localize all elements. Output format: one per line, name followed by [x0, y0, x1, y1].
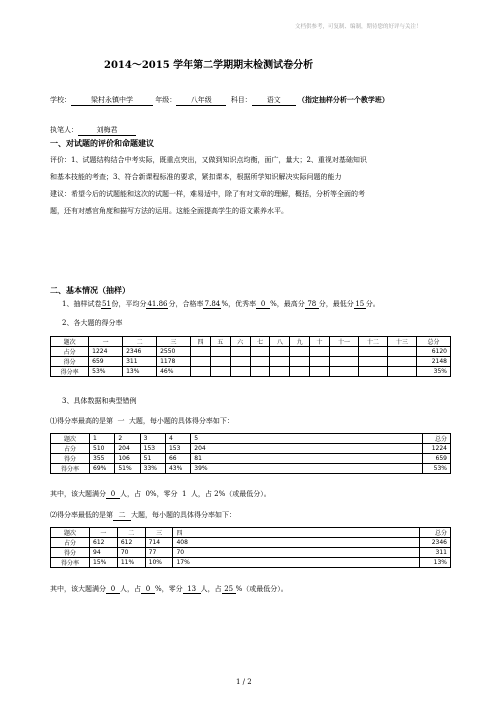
summary-text: 其中，该大题满分 — [50, 585, 106, 593]
table-cell — [290, 347, 310, 357]
table-cell: 714 — [145, 538, 173, 548]
table-cell — [250, 367, 270, 377]
table-cell: 311 — [123, 357, 157, 367]
table-cell: 311 — [420, 548, 451, 558]
table-cell — [329, 357, 358, 367]
table-cell: 得分率 — [51, 367, 89, 377]
table-cell: 1224 — [423, 444, 451, 454]
q2-number: 二 — [113, 510, 131, 521]
table-cell: 十二 — [358, 337, 387, 347]
suggestion-line-1: 建议：希望今后的试题能和这次的试题一样，难易适中，除了有对文章的理解，概括，分析等全面的考 — [50, 190, 365, 198]
table-cell: 二 — [123, 337, 157, 347]
table-cell: 一 — [90, 528, 118, 538]
table-cell: 13% — [123, 367, 157, 377]
table-cell: 70 — [117, 548, 145, 558]
author-line — [50, 125, 136, 136]
intro-text: ⑵得分率最低的是第 — [50, 511, 113, 519]
table-cell: 三 — [145, 528, 173, 538]
table-cell: 十一 — [329, 337, 358, 347]
table-cell: 题次 — [51, 337, 89, 347]
table-cell — [210, 367, 230, 377]
stat-text: 1、抽样试卷 — [62, 300, 102, 308]
overall-score-table — [50, 336, 451, 377]
table-cell: 153 — [165, 444, 190, 454]
q1-score-table — [50, 433, 451, 474]
table-cell: 七 — [250, 337, 270, 347]
q1-full-count: 0 — [106, 490, 120, 499]
table-cell: 占分 — [51, 347, 89, 357]
table-cell: 33% — [140, 464, 165, 474]
table-cell: 占分 — [51, 444, 90, 454]
table-cell: 510 — [90, 444, 115, 454]
author-value: 刘梅君 — [78, 125, 136, 136]
grade-value: 八年级 — [176, 95, 226, 106]
table-cell: 43% — [165, 464, 190, 474]
stat-text: %，最高分 — [270, 300, 305, 308]
table-cell: 占分 — [51, 538, 90, 548]
stat-text: %，优秀率 — [221, 300, 257, 308]
table-cell: 204 — [191, 444, 423, 454]
table-cell: 15% — [90, 558, 118, 568]
q2-full-count: 0 — [106, 585, 120, 594]
average-score: 41.86 — [147, 300, 168, 308]
stat-text: 分。 — [365, 300, 380, 308]
summary-text: %（或最低分）。 — [235, 585, 288, 593]
stat-text: 份，平均分 — [111, 300, 147, 308]
table-cell: 五 — [210, 337, 230, 347]
table-cell: 十三 — [387, 337, 416, 347]
q2-score-table — [50, 527, 451, 568]
table-cell — [387, 347, 416, 357]
summary-text: 人，占 — [200, 585, 222, 593]
table-cell: 51 — [140, 454, 165, 464]
table-cell — [358, 357, 387, 367]
table-cell: 得分率 — [51, 464, 90, 474]
table-cell: 39% — [191, 464, 423, 474]
table-cell: 13% — [420, 558, 451, 568]
subject-value: 语文 — [252, 95, 296, 106]
table-cell — [310, 347, 330, 357]
table-cell: 总分 — [423, 434, 451, 444]
max-score: 78 — [305, 300, 319, 309]
eval-line-1: 评价：1、试题结构结合中考实际，既重点突出，又做到知识点均衡，面广，量大；2、重视对基础知识 — [50, 156, 367, 164]
watermark-text: 文档供参考，可复制、编制，期待您的好评与关注！ — [295, 24, 422, 30]
table-cell: 5 — [191, 434, 423, 444]
table-cell: 70 — [173, 548, 420, 558]
sample-count: 51 — [102, 300, 111, 308]
table-cell: 九 — [290, 337, 310, 347]
table-cell: 得分 — [51, 357, 89, 367]
table-cell: 得分率 — [51, 558, 90, 568]
author-label: 执笔人： — [50, 126, 78, 134]
table-cell: 2 — [115, 434, 140, 444]
q1-intro — [50, 416, 234, 426]
table-cell: 2346 — [123, 347, 157, 357]
table-cell: 408 — [173, 538, 420, 548]
summary-text: 人，占 — [120, 490, 141, 498]
table-cell: 81 — [191, 454, 423, 464]
table-cell: 题次 — [51, 528, 90, 538]
table-cell: 355 — [90, 454, 115, 464]
table-row — [51, 347, 451, 357]
q1-zero-count: 1 — [182, 490, 187, 498]
table-cell — [290, 367, 310, 377]
q2-zero-pct: 25 — [222, 585, 236, 594]
table-cell: 四 — [191, 337, 211, 347]
summary-text: 其中，该大题满分 — [50, 490, 106, 498]
table-cell: 三 — [157, 337, 191, 347]
table-cell: 2346 — [420, 538, 451, 548]
table-cell — [250, 347, 270, 357]
table-cell: 94 — [90, 548, 118, 558]
table-cell — [270, 347, 290, 357]
table-cell: 得分 — [51, 454, 90, 464]
q1-summary — [50, 489, 271, 499]
excellent-rate: 0 — [256, 300, 270, 309]
table-cell: 总分 — [420, 528, 451, 538]
min-score: 15 — [355, 300, 365, 308]
table-cell: 106 — [115, 454, 140, 464]
page-title: 2014～2015 学年第二学期期末检测试卷分析 — [104, 60, 314, 71]
pass-rate: 7.84 — [204, 300, 221, 308]
table-cell: 10% — [145, 558, 173, 568]
page-number: 1 / 2 — [236, 678, 252, 686]
table-row — [51, 464, 451, 474]
grade-label: 年级： — [155, 96, 177, 104]
intro-text: 大题，每小题的具体得分率如下： — [131, 511, 236, 519]
table-cell: 一 — [89, 337, 123, 347]
eval-line-2: 和基本技能的考查；3、符合新课程标准的要求，紧扣课本，根据所学知识解决实际问题的能力 — [50, 173, 342, 181]
table-row — [51, 434, 451, 444]
sample-note: （指定抽样分析一个教学班） — [297, 95, 389, 104]
q1-full-pct: 0% — [145, 490, 157, 498]
intro-text: 大题，每小题的具体得分率如下： — [128, 417, 234, 425]
table-row — [51, 357, 451, 367]
table-cell — [290, 357, 310, 367]
q2-full-pct: 0 — [141, 585, 155, 594]
table-cell: 3 — [140, 434, 165, 444]
table-cell: 4 — [165, 434, 190, 444]
table-cell: 51% — [115, 464, 140, 474]
stat-text: 分，最低分 — [318, 300, 354, 308]
table-row — [51, 548, 451, 558]
table-cell — [210, 357, 230, 367]
table-cell — [230, 347, 250, 357]
table-row — [51, 528, 451, 538]
q2-summary — [50, 584, 288, 594]
table-cell: 四 — [173, 528, 420, 538]
table-cell — [310, 367, 330, 377]
sample-stats-line — [62, 299, 380, 309]
table-cell — [191, 357, 211, 367]
section2-heading: 二、基本情况（抽样） — [50, 285, 130, 295]
table-cell — [210, 347, 230, 357]
table-cell: 十 — [310, 337, 330, 347]
intro-text: ⑴得分率最高的是第 — [50, 417, 113, 425]
summary-text: %，零分 — [155, 585, 183, 593]
table-cell: 得分 — [51, 548, 90, 558]
table-cell — [387, 357, 416, 367]
q1-number: 一 — [117, 417, 125, 425]
table-cell: 题次 — [51, 434, 90, 444]
table-cell: 六 — [230, 337, 250, 347]
table-cell — [230, 367, 250, 377]
q1-zero-pct: 2 — [214, 490, 219, 498]
table-cell — [191, 367, 211, 377]
table-cell — [358, 347, 387, 357]
table-cell: 204 — [115, 444, 140, 454]
summary-text: %（或最低分）。 — [218, 490, 271, 498]
table-cell: 6120 — [416, 347, 450, 357]
table-cell: 1178 — [157, 357, 191, 367]
table-row — [51, 454, 451, 464]
table-cell: 2148 — [416, 357, 450, 367]
table-cell — [191, 347, 211, 357]
table-row — [51, 558, 451, 568]
table-row — [51, 337, 451, 347]
table-cell: 612 — [90, 538, 118, 548]
school-label: 学校： — [50, 96, 71, 104]
table-cell: 69% — [90, 464, 115, 474]
table-row — [51, 444, 451, 454]
suggestion-line-2: 题，还有对感官角度和描写方法的运用。这能全面提高学生的语文素养水平。 — [50, 207, 288, 215]
table-cell: 35% — [416, 367, 450, 377]
table-cell: 53% — [423, 464, 451, 474]
summary-text: 人，占 — [190, 490, 212, 498]
table-cell: 659 — [89, 357, 123, 367]
stat-text: 分，合格率 — [168, 300, 204, 308]
score-rate-subheading: 2、各大题的得分率 — [62, 319, 123, 327]
school-value: 梁村永镇中学 — [71, 95, 153, 106]
detail-subheading: 3、具体数据和典型错例 — [62, 397, 137, 405]
table-cell — [329, 367, 358, 377]
table-cell: 2550 — [157, 347, 191, 357]
table-cell: 总分 — [416, 337, 450, 347]
table-cell: 612 — [117, 538, 145, 548]
table-cell — [329, 347, 358, 357]
info-line — [50, 95, 389, 106]
table-cell — [310, 357, 330, 367]
table-cell: 46% — [157, 367, 191, 377]
table-cell — [270, 367, 290, 377]
summary-text: 人，占 — [120, 585, 141, 593]
table-cell: 1 — [90, 434, 115, 444]
table-cell — [358, 367, 387, 377]
subject-label: 科目： — [230, 96, 252, 104]
section1-heading: 一、对试题的评价和命题建议 — [50, 138, 154, 148]
table-row — [51, 538, 451, 548]
table-cell: 二 — [117, 528, 145, 538]
table-cell: 659 — [423, 454, 451, 464]
table-cell: 11% — [117, 558, 145, 568]
table-cell: 八 — [270, 337, 290, 347]
q2-intro — [50, 510, 236, 521]
table-cell: 17% — [173, 558, 420, 568]
table-cell — [387, 367, 416, 377]
table-row — [51, 367, 451, 377]
table-cell — [230, 357, 250, 367]
table-cell: 153 — [140, 444, 165, 454]
summary-text: ，零分 — [156, 490, 178, 498]
table-cell: 53% — [89, 367, 123, 377]
table-cell — [270, 357, 290, 367]
table-cell: 66 — [165, 454, 190, 464]
q2-zero-count: 13 — [183, 585, 201, 594]
table-cell: 77 — [145, 548, 173, 558]
table-cell — [250, 357, 270, 367]
table-cell: 1224 — [89, 347, 123, 357]
